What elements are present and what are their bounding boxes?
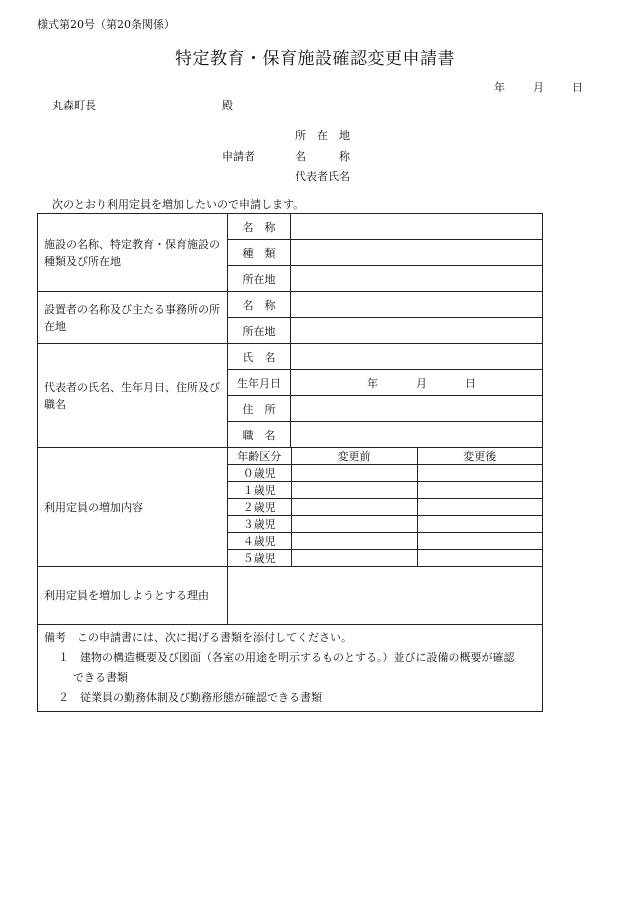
age-2: ２歳児	[228, 499, 291, 516]
rep-address-label: 住 所	[228, 396, 291, 422]
birth-year: 年	[367, 376, 378, 390]
rep-name-label: 氏 名	[228, 344, 291, 370]
reason-section-label: 利用定員を増加しようとする理由	[38, 567, 228, 625]
rep-birthdate-label: 生年月日	[228, 370, 291, 396]
application-date	[494, 79, 583, 95]
after-0-field[interactable]	[417, 465, 542, 482]
applicant-representative-label: 代表者氏名	[295, 170, 350, 183]
age-4: ４歳児	[228, 533, 291, 550]
before-header: 変更前	[291, 448, 417, 465]
age-3: ３歳児	[228, 516, 291, 533]
date-day: 日	[572, 81, 583, 94]
representative-section-label: 代表者の氏名、生年月日、住所及び職名	[38, 344, 228, 448]
founder-location-label: 所在地	[228, 318, 291, 344]
application-form-table	[37, 213, 543, 712]
founder-name-field[interactable]	[291, 292, 543, 318]
after-header: 変更後	[417, 448, 542, 465]
facility-type-field[interactable]	[291, 240, 543, 266]
facility-type-label: 種 類	[228, 240, 291, 266]
capacity-section-label: 利用定員の増加内容	[38, 448, 228, 567]
applicant-address-label: 所 在 地	[295, 129, 350, 142]
reason-field[interactable]	[228, 567, 543, 625]
before-0-field[interactable]	[291, 465, 417, 482]
form-number: 様式第20号（第20条関係）	[37, 18, 175, 31]
addressee: 丸森町長	[52, 99, 96, 112]
notes-heading: 備考 この申請書には、次に掲げる書類を添付してください。	[44, 631, 352, 644]
age-0: ０歳児	[228, 465, 291, 482]
age-header: 年齢区分	[228, 448, 291, 465]
rep-title-field[interactable]	[291, 422, 543, 448]
date-year: 年	[494, 81, 505, 94]
founder-location-field[interactable]	[291, 318, 543, 344]
notes-item-1-continued: できる書類	[73, 671, 128, 684]
before-3-field[interactable]	[291, 516, 417, 533]
applicant-name-label: 名 称	[295, 150, 350, 163]
rep-name-field[interactable]	[291, 344, 543, 370]
before-2-field[interactable]	[291, 499, 417, 516]
founder-section-label: 設置者の名称及び主たる事務所の所在地	[38, 292, 228, 344]
notes-item-1: １ 建物の構造概要及び図面（各室の用途を明示するものとする。）並びに設備の概要が確認	[58, 651, 515, 664]
rep-birthdate-field[interactable]	[291, 370, 543, 396]
after-5-field[interactable]	[417, 550, 542, 567]
facility-location-label: 所在地	[228, 266, 291, 292]
notes-item-2: ２ 従業員の勤務体制及び勤務形態が確認できる書類	[58, 691, 322, 704]
age-1: １歳児	[228, 482, 291, 499]
before-4-field[interactable]	[291, 533, 417, 550]
rep-title-label: 職 名	[228, 422, 291, 448]
birth-day: 日	[465, 376, 476, 390]
birth-month: 月	[416, 376, 427, 390]
age-5: ５歳児	[228, 550, 291, 567]
facility-location-field[interactable]	[291, 266, 543, 292]
intro-text: 次のとおり利用定員を増加したいので申請します。	[52, 198, 305, 211]
after-2-field[interactable]	[417, 499, 542, 516]
honorific: 殿	[222, 99, 233, 112]
facility-section-label: 施設の名称、特定教育・保育施設の種類及び所在地	[38, 214, 228, 292]
capacity-grid	[228, 448, 543, 567]
founder-name-label: 名 称	[228, 292, 291, 318]
date-month: 月	[533, 81, 544, 94]
rep-address-field[interactable]	[291, 396, 543, 422]
capacity-table	[228, 448, 542, 566]
facility-name-label: 名 称	[228, 214, 291, 240]
before-5-field[interactable]	[291, 550, 417, 567]
after-4-field[interactable]	[417, 533, 542, 550]
page-title: 特定教育・保育施設確認変更申請書	[175, 49, 455, 69]
facility-name-field[interactable]	[291, 214, 543, 240]
applicant-label: 申請者	[222, 150, 255, 163]
after-3-field[interactable]	[417, 516, 542, 533]
notes-block	[38, 625, 543, 712]
before-1-field[interactable]	[291, 482, 417, 499]
after-1-field[interactable]	[417, 482, 542, 499]
